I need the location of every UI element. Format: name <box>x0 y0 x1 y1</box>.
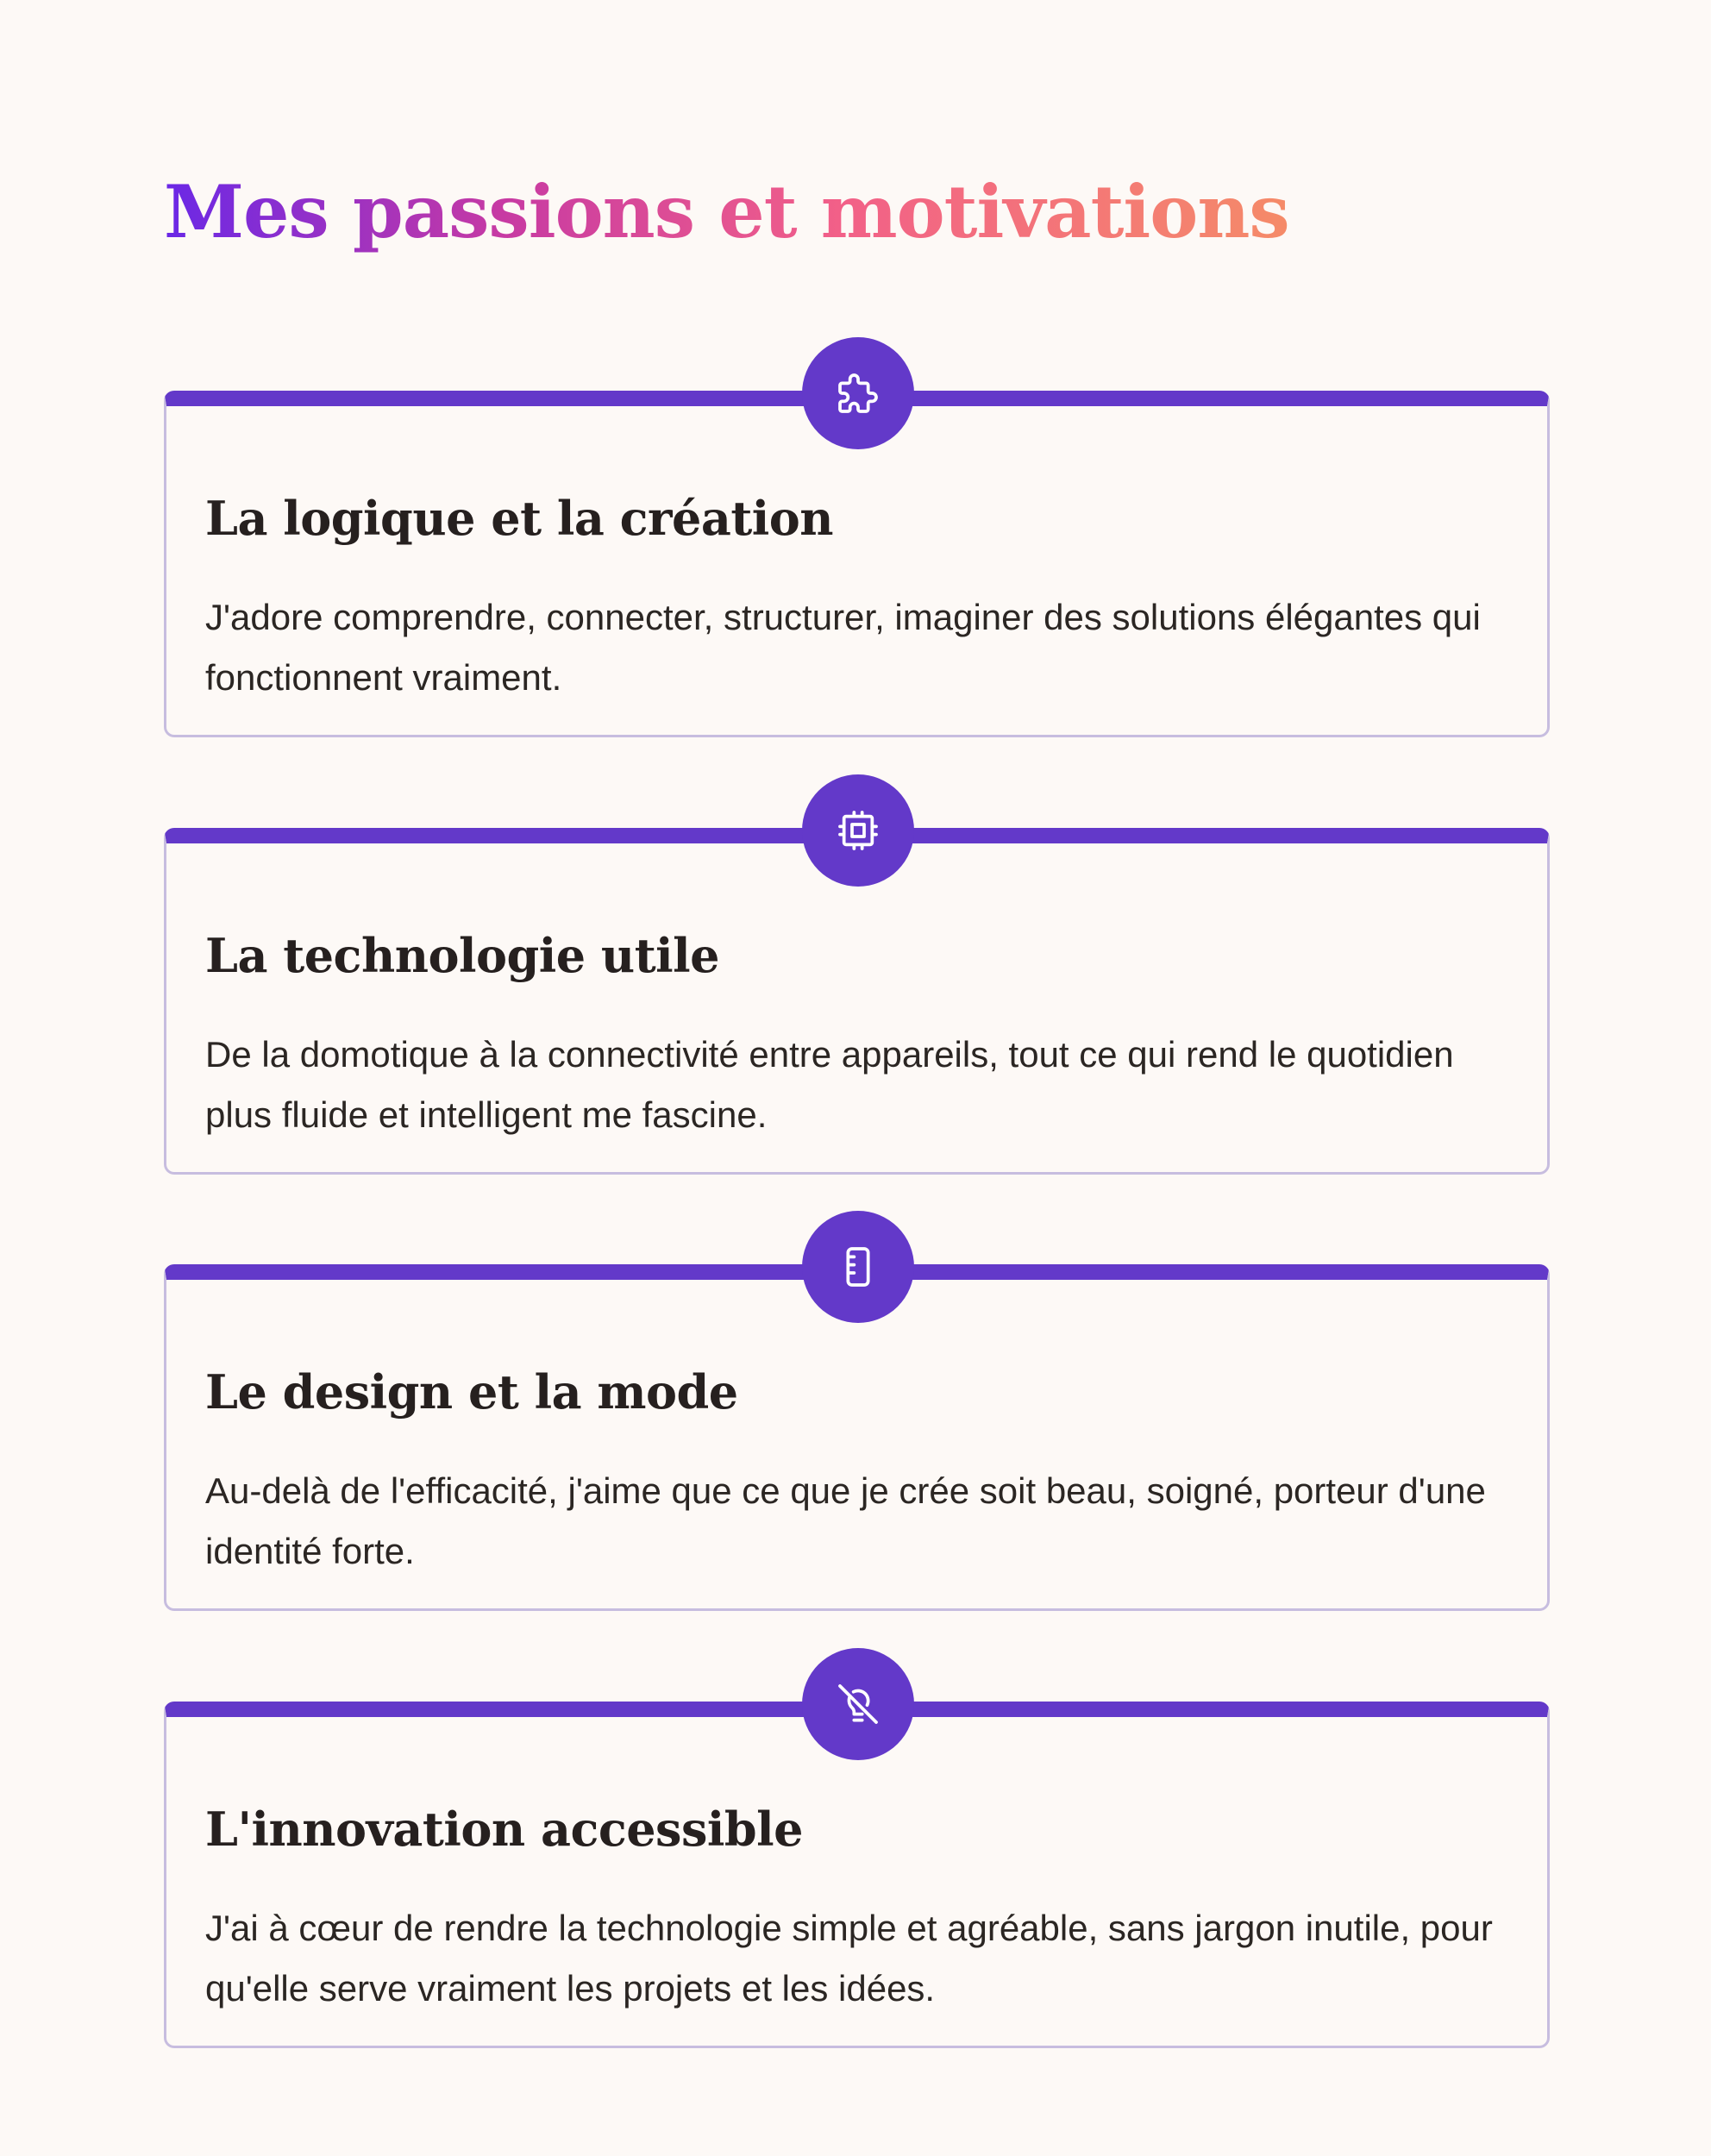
passion-card-technology <box>164 828 1550 1175</box>
card-text: J'ai à cœur de rendre la technologie simple et agréable, sans jargon inutile, pour qu'elle serve vraiment les projets et les idées. <box>205 1908 1493 2009</box>
card-text: J'adore comprendre, connecter, structurer, imaginer des solutions élégantes qui fonctionnent vraiment. <box>205 597 1481 698</box>
card-title: La logique et la création <box>205 491 834 546</box>
puzzle-icon <box>802 337 914 449</box>
lightbulb-off-icon <box>802 1648 914 1760</box>
card-text: De la domotique à la connectivité entre appareils, tout ce qui rend le quotidien plus fluide et intelligent me fascine. <box>205 1034 1454 1135</box>
card-title: L'innovation accessible <box>205 1802 804 1857</box>
page-title: Mes passions et motivations <box>164 160 1289 264</box>
card-text: Au-delà de l'efficacité, j'aime que ce que je crée soit beau, soigné, porteur d'une identité forte. <box>205 1470 1486 1571</box>
ruler-icon <box>802 1211 914 1323</box>
card-title: Le design et la mode <box>205 1364 738 1420</box>
card-title: La technologie utile <box>205 928 720 983</box>
passion-card-innovation <box>164 1702 1550 2048</box>
passion-card-design <box>164 1264 1550 1611</box>
passion-card-logic <box>164 391 1550 737</box>
chip-icon <box>802 774 914 887</box>
